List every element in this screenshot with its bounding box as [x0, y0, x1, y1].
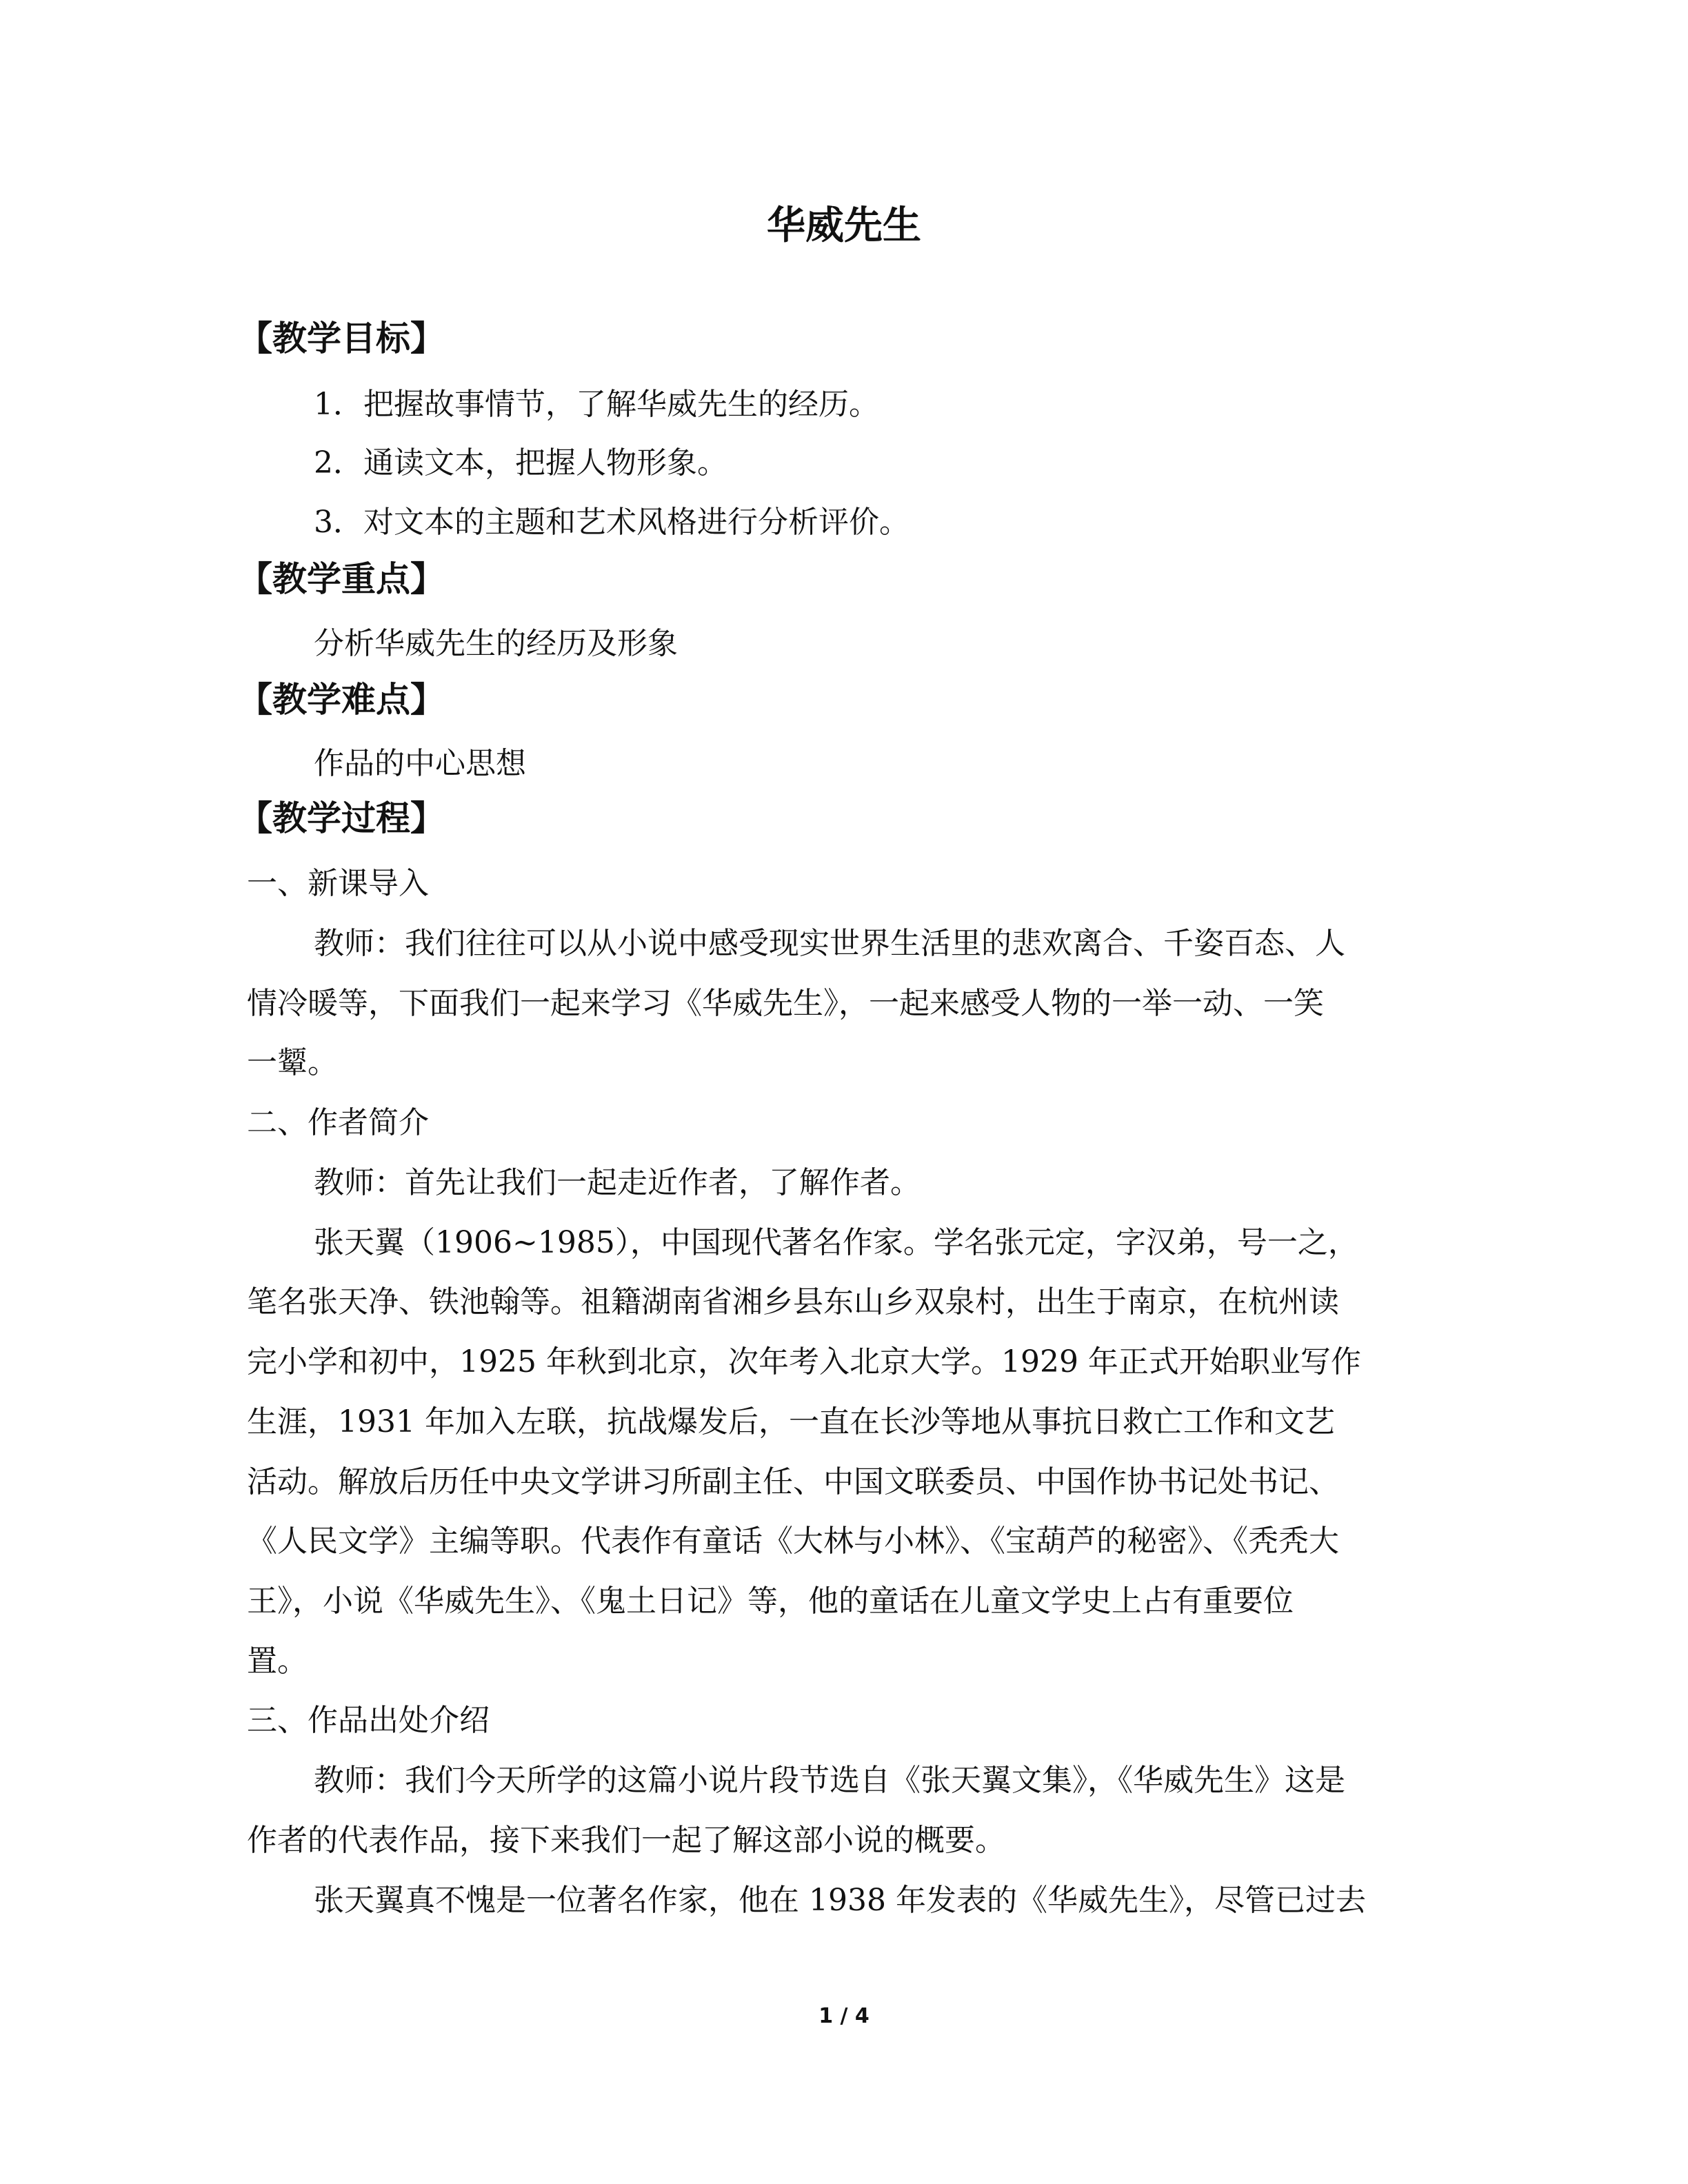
part3-line-1: 教师：我们今天所学的这篇小说片段节选自《张天翼文集》，《华威先生》这是	[314, 1763, 1345, 1798]
part2-line-6: 《人民文学》主编等职。代表作有童话《大林与小林》、《宝葫芦的秘密》、《秃秃大	[247, 1524, 1339, 1559]
part3-line-2: 作者的代表作品，接下来我们一起了解这部小说的概要。	[247, 1823, 1005, 1858]
difficulties-text: 作品的中心思想	[314, 746, 526, 781]
part2-line-1: 张天翼（1906~1985），中国现代著名作家。学名张元定，字汉弟，号一之，	[314, 1225, 1358, 1260]
key-points-text: 分析华威先生的经历及形象	[314, 626, 678, 661]
page-number: 1 / 4	[818, 2004, 870, 2028]
part1-line-2: 情冷暖等，下面我们一起来学习《华威先生》，一起来感受人物的一举一动、一笑	[247, 986, 1324, 1021]
heading-objectives: 【教学目标】	[238, 318, 445, 358]
process-part3-title: 三、作品出处介绍	[247, 1703, 490, 1738]
part2-line-2: 笔名张天净、铁池翰等。祖籍湖南省湘乡县东山乡双泉村，出生于南京，在杭州读	[247, 1284, 1339, 1320]
heading-process: 【教学过程】	[238, 798, 445, 838]
process-part2-title: 二、作者简介	[247, 1105, 429, 1140]
heading-key-points: 【教学重点】	[238, 559, 445, 599]
objective-item-2: 2．通读文本，把握人物形象。	[314, 445, 727, 481]
part1-line-3: 一颦。	[247, 1045, 338, 1080]
heading-difficulties: 【教学难点】	[238, 680, 445, 720]
document-title: 华威先生	[767, 203, 921, 248]
part2-line-4: 生涯，1931 年加入左联，抗战爆发后，一直在长沙等地从事抗日救亡工作和文艺	[247, 1404, 1335, 1439]
part2-line-3: 完小学和初中，1925 年秋到北京，次年考入北京大学。1929 年正式开始职业写作	[247, 1344, 1361, 1379]
part3-last-line: 张天翼真不愧是一位著名作家，他在 1938 年发表的《华威先生》，尽管已过去	[314, 1883, 1366, 1918]
process-part1-title: 一、新课导入	[247, 866, 429, 901]
part2-line-7: 王》，小说《华威先生》、《鬼土日记》等，他的童话在儿童文学史上占有重要位	[247, 1584, 1294, 1619]
objective-item-3: 3．对文本的主题和艺术风格进行分析评价。	[314, 505, 910, 540]
part1-line-1: 教师：我们往往可以从小说中感受现实世界生活里的悲欢离合、千姿百态、人	[314, 926, 1345, 961]
objective-item-1: 1．把握故事情节，了解华威先生的经历。	[314, 387, 879, 422]
part2-line-8: 置。	[247, 1644, 308, 1679]
part2-line-5: 活动。解放后历任中央文学讲习所副主任、中国文联委员、中国作协书记处书记、	[247, 1464, 1339, 1499]
part2-intro: 教师：首先让我们一起走近作者，了解作者。	[314, 1165, 921, 1200]
